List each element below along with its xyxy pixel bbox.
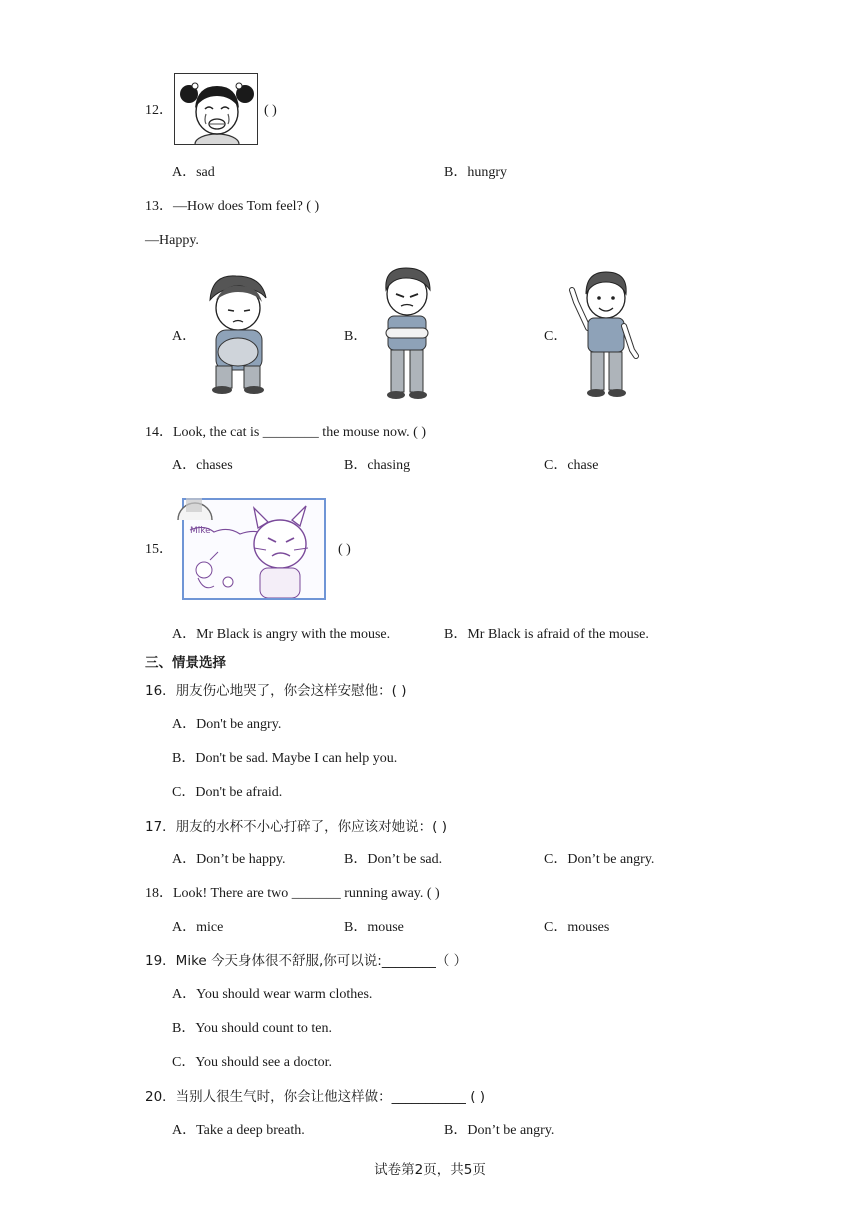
q13-answer-line: —Happy. (145, 233, 199, 248)
q13-option-b[interactable]: B． (344, 329, 368, 344)
q17-option-c[interactable]: C．Don’t be angry. (544, 852, 655, 867)
q16-option-a[interactable]: A．Don't be angry. (172, 717, 282, 732)
q15-option-a[interactable]: A．Mr Black is angry with the mouse. (172, 627, 391, 642)
q20-option-b[interactable]: B．Don’t be angry. (444, 1123, 555, 1138)
q17-question: 17．朋友的水杯不小心打碎了，你应该对她说：( ) (145, 819, 448, 835)
comic-mike-label: Mike (190, 526, 211, 536)
page-footer: 试卷第2页，共5页 (374, 1162, 486, 1178)
q13-option-a[interactable]: A． (172, 329, 197, 344)
q14-option-c[interactable]: C．chase (544, 458, 599, 473)
q12-option-a[interactable]: A．sad (172, 165, 215, 180)
q15-answer-paren: ( ) (338, 542, 351, 557)
happy-boy-waving-image (566, 268, 642, 402)
q19-question: 19．Mike 今天身体很不舒服,你可以说:________（ ） (145, 953, 468, 969)
q13-option-c[interactable]: C． (544, 329, 568, 344)
q18-question: 18．Look! There are two _______ running away. ( ) (145, 886, 440, 901)
blurred-circle-icon (172, 490, 216, 524)
crying-girl-image (174, 73, 258, 145)
q15-option-b[interactable]: B．Mr Black is afraid of the mouse. (444, 627, 649, 642)
q18-option-b[interactable]: B．mouse (344, 920, 404, 935)
q16-question: 16．朋友伤心地哭了，你会这样安慰他：( ) (145, 683, 407, 699)
q19-option-b[interactable]: B．You should count to ten. (172, 1021, 332, 1036)
q12-number: 12． (145, 103, 173, 118)
q20-option-a[interactable]: A．Take a deep breath. (172, 1123, 305, 1138)
q14-option-b[interactable]: B．chasing (344, 458, 411, 473)
q17-option-a[interactable]: A．Don’t be happy. (172, 852, 286, 867)
q19-option-c[interactable]: C．You should see a doctor. (172, 1055, 332, 1070)
q16-option-c[interactable]: C．Don't be afraid. (172, 785, 283, 800)
q12-answer-paren: ( ) (264, 103, 277, 118)
q16-option-b[interactable]: B．Don't be sad. Maybe I can help you. (172, 751, 398, 766)
section-3-title: 三、情景选择 (145, 655, 226, 671)
q20-question: 20．当别人很生气时，你会让他这样做：___________ ( ) (145, 1089, 486, 1105)
angry-boy-arms-crossed-image (376, 264, 438, 404)
q18-option-c[interactable]: C．mouses (544, 920, 610, 935)
q13-question: 13．—How does Tom feel? ( ) (145, 199, 320, 214)
q15-number: 15． (145, 542, 173, 557)
q18-option-a[interactable]: A．mice (172, 920, 224, 935)
q17-option-b[interactable]: B．Don’t be sad. (344, 852, 443, 867)
q19-option-a[interactable]: A．You should wear warm clothes. (172, 987, 373, 1002)
q14-option-a[interactable]: A．chases (172, 458, 233, 473)
q14-question: 14．Look, the cat is ________ the mouse now. ( ) (145, 425, 426, 440)
sad-boy-sitting-image (200, 270, 276, 400)
q12-option-b[interactable]: B．hungry (444, 165, 507, 180)
